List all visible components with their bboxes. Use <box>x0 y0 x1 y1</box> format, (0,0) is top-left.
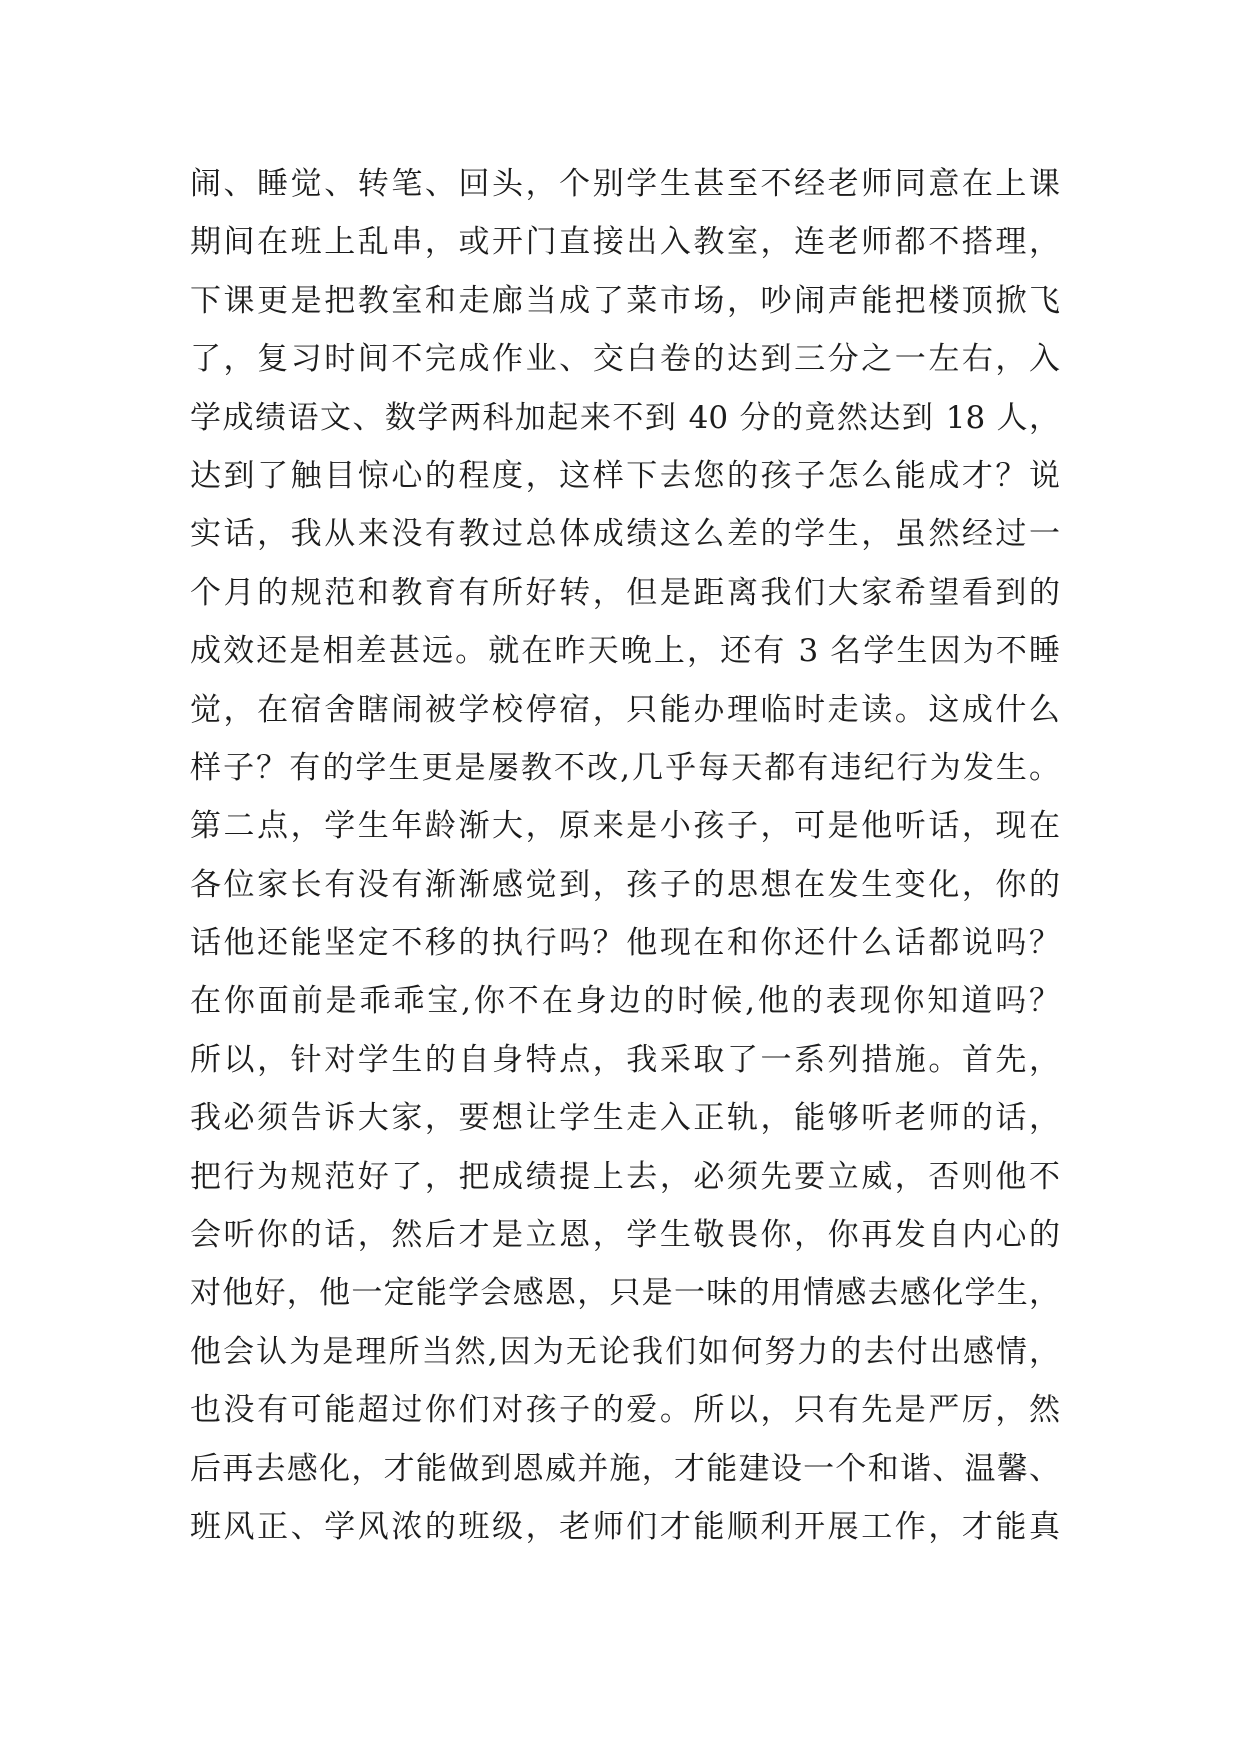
text-line: 第二点，学生年龄渐大，原来是小孩子，可是他听话，现在 <box>190 808 1060 845</box>
text-line: 也没有可能超过你们对孩子的爱。所以，只有先是严厉，然 <box>190 1392 1060 1429</box>
text-line: 后再去感化，才能做到恩威并施，才能建设一个和谐、温馨、 <box>190 1450 1060 1487</box>
text-line: 我必须告诉大家，要想让学生走入正轨，能够听老师的话， <box>190 1100 1060 1137</box>
text-line: 达到了触目惊心的程度，这样下去您的孩子怎么能成才？说 <box>190 457 1060 494</box>
text-line: 各位家长有没有渐渐感觉到，孩子的思想在发生变化，你的 <box>190 866 1060 903</box>
text-line: 觉，在宿舍瞎闹被学校停宿，只能办理临时走读。这成什么 <box>190 691 1060 728</box>
text-line: 所以，针对学生的自身特点，我采取了一系列措施。首先， <box>190 1041 1060 1078</box>
text-line: 话他还能坚定不移的执行吗？他现在和你还什么话都说吗？ <box>190 925 1060 962</box>
text-line: 样子？有的学生更是屡教不改,几乎每天都有违纪行为发生。 <box>190 749 1060 786</box>
text-line: 实话，我从来没有教过总体成绩这么差的学生，虽然经过一 <box>190 516 1060 553</box>
text-line: 会听你的话，然后才是立恩，学生敬畏你，你再发自内心的 <box>190 1217 1060 1254</box>
text-line: 个月的规范和教育有所好转，但是距离我们大家希望看到的 <box>190 574 1060 611</box>
text-line: 学成绩语文、数学两科加起来不到 40 分的竟然达到 18 人， <box>190 399 1060 436</box>
text-line: 在你面前是乖乖宝,你不在身边的时候,他的表现你知道吗？ <box>190 983 1060 1020</box>
body-text <box>190 155 1060 1556</box>
text-line: 闹、睡觉、转笔、回头，个别学生甚至不经老师同意在上课 <box>190 166 1060 202</box>
text-line: 班风正、学风浓的班级，老师们才能顺利开展工作，才能真 <box>190 1508 1060 1545</box>
text-line: 成效还是相差甚远。就在昨天晚上，还有 3 名学生因为不睡 <box>190 633 1060 670</box>
text-line: 下课更是把教室和走廊当成了菜市场，吵闹声能把楼顶掀飞 <box>190 282 1060 319</box>
text-line: 期间在班上乱串，或开门直接出入教室，连老师都不搭理， <box>190 224 1060 261</box>
text-line: 把行为规范好了，把成绩提上去，必须先要立威，否则他不 <box>190 1158 1060 1195</box>
text-line: 了，复习时间不完成作业、交白卷的达到三分之一左右，入 <box>190 341 1060 378</box>
text-line: 对他好，他一定能学会感恩，只是一味的用情感去感化学生， <box>190 1275 1060 1312</box>
text-line: 他会认为是理所当然,因为无论我们如何努力的去付出感情， <box>190 1333 1060 1370</box>
